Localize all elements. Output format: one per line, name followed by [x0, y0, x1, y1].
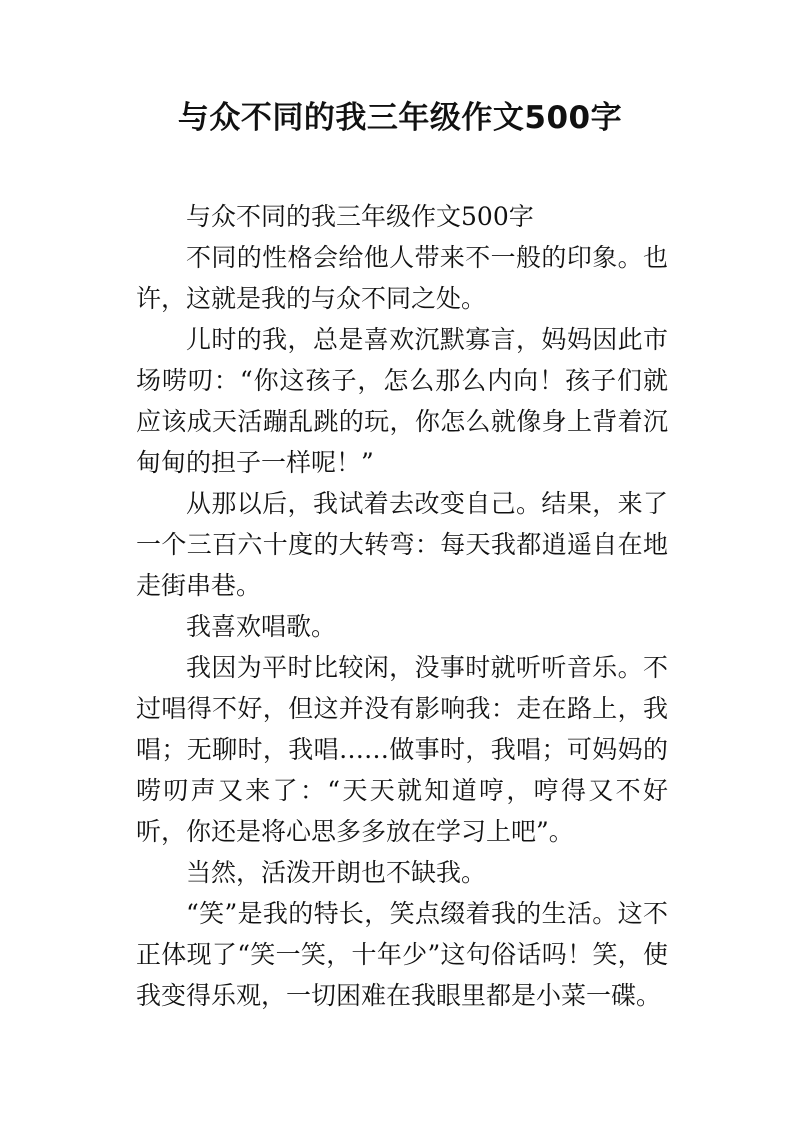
paragraph: 我喜欢唱歌。 [186, 612, 337, 641]
paragraph: 不同的性格会给他人带来不一般的印象。也许，这就是我的与众不同之处。 [136, 243, 668, 313]
paragraph: 当然，活泼开朗也不缺我。 [186, 858, 487, 887]
paragraph: “笑”是我的特长，笑点缀着我的生活。这不正体现了“笑一笑，十年少”这句俗话吗！笑，使我变得乐观，一切困难在我眼里都是小菜一碟。 [136, 899, 668, 1010]
paragraph: 儿时的我，总是喜欢沉默寡言，妈妈因此市场唠叨：“你这孩子，怎么那么内向！孩子们就应该成天活蹦乱跳的玩，你怎么就像身上背着沉甸甸的担子一样呢！” [136, 325, 668, 477]
document-title: 与众不同的我三年级作文500字 [177, 100, 623, 136]
paragraph: 从那以后，我试着去改变自己。结果，来了一个三百六十度的大转弯：每天我都逍遥自在地走街串巷。 [136, 489, 668, 600]
paragraph-heading-repeat: 与众不同的我三年级作文500字 [186, 202, 534, 231]
document-body [136, 196, 668, 1016]
paragraph: 我因为平时比较闲，没事时就听听音乐。不过唱得不好，但这并没有影响我：走在路上，我唱；无聊时，我唱……做事时，我唱；可妈妈的唠叨声又来了：“天天就知道哼，哼得又不好听，你还是将心思多多放在学习上吧”。 [136, 653, 668, 846]
